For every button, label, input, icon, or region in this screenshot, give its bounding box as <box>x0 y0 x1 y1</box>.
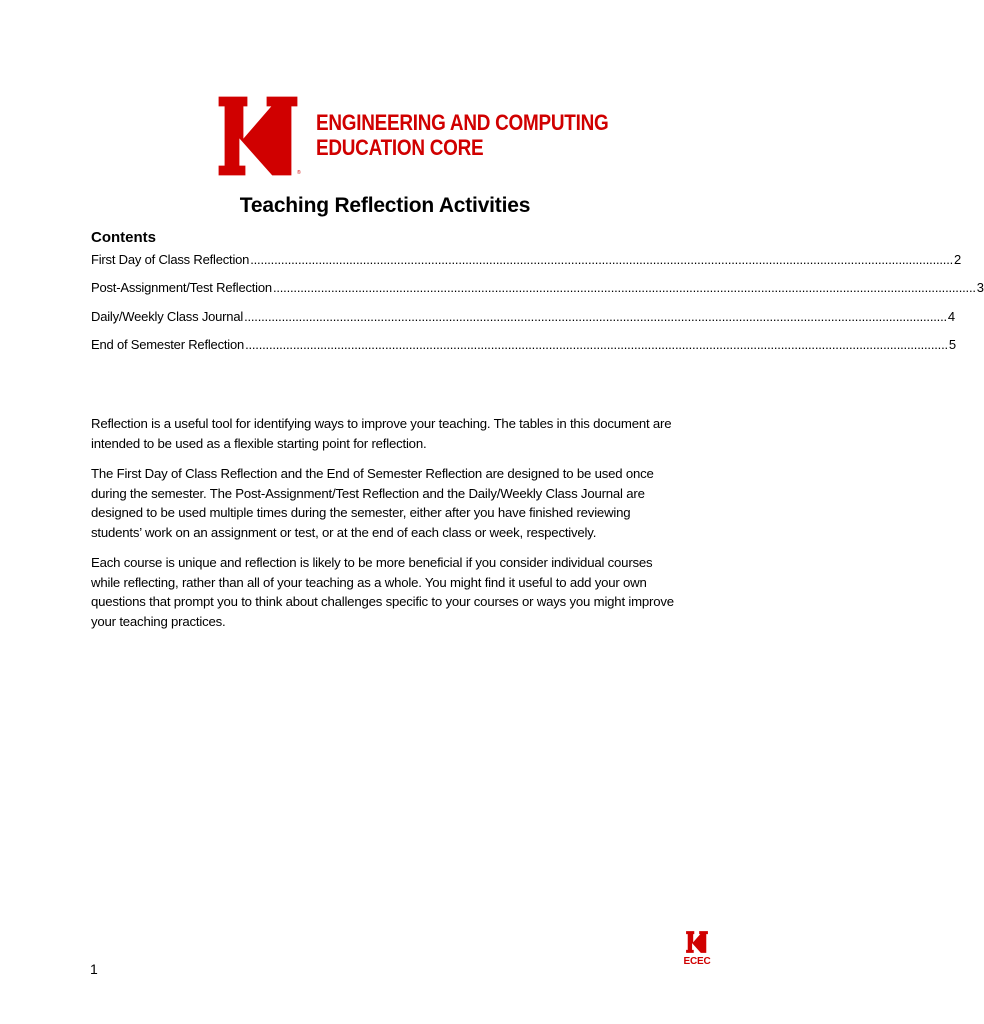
contents-heading: Contents <box>91 229 156 246</box>
toc-entry-label: First Day of Class Reflection <box>91 252 250 267</box>
toc-leader-dots: .............................................................................................................................................................................................................. <box>250 252 954 267</box>
toc-entry-page: 3 <box>976 280 984 295</box>
footer-n-logo-icon <box>685 930 709 954</box>
footer-logo-text: ECEC <box>683 956 711 967</box>
toc-leader-dots: .............................................................................................................................................................................................................. <box>245 337 948 352</box>
body-paragraph-3: Each course is unique and reflection is likely to be more beneficial if you consider individual courses while reflecting, rather than all of your teaching as a whole. You might find it useful to add your own questions that prompt you to think about challenges specific to your courses or ways you might improve your teaching practices. <box>91 555 674 629</box>
body-paragraph-2: The First Day of Class Reflection and the End of Semester Reflection are designed to be used once during the semester. The Post-Assignment/Test Reflection and the Daily/Weekly Class Journal are designed to be used multiple times during the semester, either after you have finished reviewing students’ work on an assignment or test, or at the end of each class or week, respectively. <box>91 466 654 540</box>
ecec-logo <box>214 92 609 182</box>
toc-leader-dots: .............................................................................................................................................................................................................. <box>244 309 947 324</box>
toc-entry-label: End of Semester Reflection <box>91 337 245 352</box>
toc-leader-dots: .............................................................................................................................................................................................................. <box>272 280 976 295</box>
body-paragraph-1: Reflection is a useful tool for identifying ways to improve your teaching. The tables in this document are intended to be used as a flexible starting point for reflection. <box>91 416 672 451</box>
trademark-symbol: ® <box>297 170 301 176</box>
footer-logo <box>683 930 711 976</box>
logo-line-1: ENGINEERING AND COMPUTING <box>316 110 609 135</box>
toc-entry-first-day[interactable] <box>91 252 962 267</box>
toc-entry-label: Daily/Weekly Class Journal <box>91 309 244 324</box>
nebraska-n-logo-icon <box>214 92 302 180</box>
page-number: 1 <box>90 961 98 977</box>
toc-entry-end-of-semester[interactable] <box>91 337 956 352</box>
toc-entry-label: Post-Assignment/Test Reflection <box>91 280 272 295</box>
toc-entry-page: 2 <box>954 252 962 267</box>
toc-entry-page: 4 <box>947 309 955 324</box>
logo-line-2: EDUCATION CORE <box>316 135 484 160</box>
document-title: Teaching Reflection Activities <box>239 194 531 217</box>
toc-entry-post-assignment[interactable] <box>91 280 984 295</box>
toc-entry-daily-weekly[interactable] <box>91 309 955 324</box>
logo-wordmark <box>316 110 608 160</box>
toc-entry-page: 5 <box>948 337 956 352</box>
